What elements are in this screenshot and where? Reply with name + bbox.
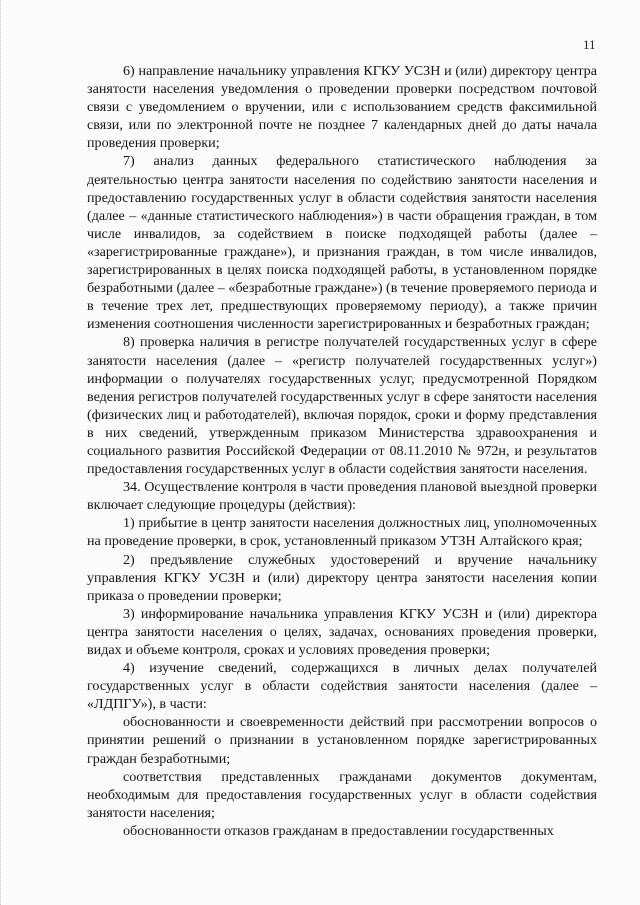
paragraph-section-34: 34. Осуществление контроля в части проведения плановой выездной проверки включает следующие процедуры (действия): xyxy=(87,479,597,514)
scan-edge-decoration xyxy=(0,0,6,905)
paragraph-item-8: 8) проверка наличия в регистре получателей государственных услуг в сфере занятости населения (далее – «регистр получателей государственных услуг») информации о получателях государственных услуг, предусмотренной Порядком ведения регистров получателей государственных услуг в сфере занятости населения (физических лиц и работодателей), включая порядок, сроки и форму представления в них сведений, утвержденным приказом Министерства здравоохранения и социального развития Российской Федерации от 08.11.2010 № 972н, и результатов предоставления государственных услуг в области содействия занятости населения. xyxy=(87,334,597,478)
paragraph-subitem-refusals: обоснованности отказов гражданам в предоставлении государственных xyxy=(123,822,554,839)
paragraph-item-7: 7) анализ данных федерального статистического наблюдения за деятельностью центра занятости населения по содействию занятости населения и предоставлению государственных услуг в области содействия занятости населения (далее – «данные статистического наблюдения») в части обращения граждан, в том числе инвалидов, за содействием в поиске подходящей работы (далее – «зарегистрированные граждане»), и признания граждан, в том числе инвалидов, зарегистрированных в целях поиска подходящей работы, в установленном порядке безработными (далее – «безработные граждане») (в течение проверяемого периода и в течение трех лет, предшествующих проверяемому периоду), а также причин изменения соотношения численности зарегистрированных и безработных граждан; xyxy=(87,153,597,333)
paragraph-procedure-1: 1) прибытие в центр занятости населения должностных лиц, уполномоченных на проведение проверки, в срок, установленный приказом УТЗН Алтайского края; xyxy=(87,515,597,550)
paragraph-item-6: 6) направление начальнику управления КГКУ УСЗН и (или) директору центра занятости населения уведомления о проведении проверки посредством почтовой связи с уведомлением о вручении, или с использованием средств факсимильной связи, или по электронной почте не позднее 7 календарных дней до даты начала проведения проверки; xyxy=(87,63,597,152)
paragraph-procedure-2: 2) предъявление служебных удостоверений и вручение начальнику управления КГКУ УСЗН и (или) директору центра занятости населения копии приказа о проведении проверки; xyxy=(87,551,597,604)
paragraph-subitem-validity: обоснованности и своевременности действий при рассмотрении вопросов о принятии решений о признании в установленном порядке зарегистрированных граждан безработными; xyxy=(87,714,597,767)
document-body xyxy=(87,62,597,840)
paragraph-procedure-3: 3) информирование начальника управления КГКУ УСЗН и (или) директора центра занятости населения о целях, задачах, основаниях проведения проверки, видах и объеме контроля, сроках и условиях проведения проверки; xyxy=(87,605,597,658)
page-number: 11 xyxy=(583,37,596,52)
paragraph-subitem-compliance: соответствия представленных гражданами документов документам, необходимым для предоставления государственных услуг в области содействия занятости населения; xyxy=(87,768,597,821)
paragraph-procedure-4: 4) изучение сведений, содержащихся в личных делах получателей государственных услуг в области содействия занятости населения (далее – «ЛДПГУ»), в части: xyxy=(87,660,597,713)
